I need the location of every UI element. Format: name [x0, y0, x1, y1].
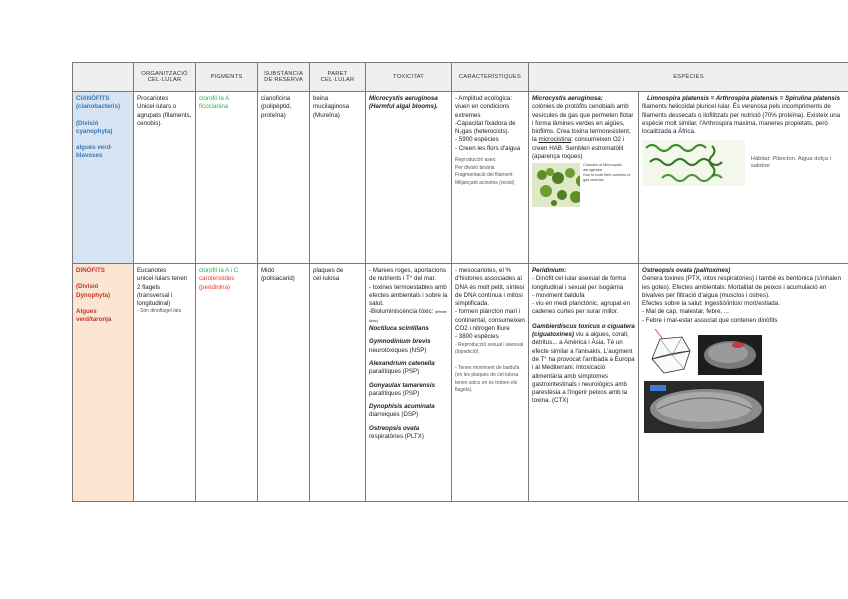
dino-char-text: - mesocariotes, el % d'histones associades al DNA és molt petit, síntesi de DNA contínua i mitosi simplificada. - formen plàncton marí i continental, consumeixen CO2 i nitrogen lliure - 3800 espècies: [455, 267, 525, 341]
cyano-reserva: cianoficina (polipèptid, proteïna): [258, 92, 310, 264]
dino-toxicitat-note: (efecte tòxic): [369, 310, 447, 323]
table-row-cyano: [73, 92, 848, 264]
table-row-dino: [73, 264, 848, 502]
cyano-species-limnospira: [639, 92, 848, 264]
cyano-repro-1: Per divisió binària: [455, 164, 495, 171]
cyano-pigments: clorofil·la A ficocianina: [196, 92, 258, 264]
header-paret: PARET CEL·LULAR: [310, 63, 366, 92]
cyano-toxicitat: Microcystis aeruginosa (Harmful algal blooms).: [366, 92, 452, 264]
toxin-species-desc: paralítiques (PSP): [369, 389, 420, 397]
toxin-species-name: Gymnodinium brevis: [369, 338, 431, 346]
cyano-char-2: - 5900 espècies: [455, 136, 499, 144]
toxin-species-desc: paralítiques (PSP): [369, 368, 420, 376]
peridinium-text: - Dinòfit cel·lular asexual de forma longitudinal i sexual per isogàmia - moviment baldufa - viu en medi planctònic, agrupat en cadenes curtes per surar millor.: [532, 275, 631, 316]
cyano-paret: beina mucilaginosa (Mureïna): [310, 92, 366, 264]
microcystis-caption: Colonies of Microcystis aeruginosa: [583, 163, 622, 173]
header-reserva: SUBSTÀNCIA DE RESERVA: [258, 63, 310, 92]
microcystis-toxin: microcistina: [538, 136, 572, 144]
header-especies: ESPÈCIES: [529, 63, 848, 92]
cyano-repro-0: Reproducció asex:: [455, 157, 497, 164]
cyano-organitzacio: Procariotes Unicel·lulars o agrupats (filaments, cenobis).: [134, 92, 196, 264]
header-row: [73, 63, 848, 92]
cyano-char-3: - Creen les flors d'aigua: [455, 144, 521, 152]
limnospira-habitat: Hàbitat: Plàncton. Aigua dolça i salobre: [750, 155, 832, 170]
toxin-species-desc: respiratòries (PLTX): [369, 433, 424, 441]
toxin-species-name: Noctiluca scintillans: [369, 325, 429, 333]
dino-label-name: DINÒFITS: [76, 267, 105, 274]
dino-species-peridinium: [529, 264, 639, 502]
microcystis-text-a: colònies de protòfits cenobials amb vesícules de gas que permeten flotar i forma làmines verdes en aigües, biofilms. Crea toxina termoresistent, la: [532, 103, 634, 144]
cyano-label-name: CIANÒFITS (cianobacteris): [76, 95, 121, 111]
species-table: [72, 62, 848, 502]
dino-pigments-a: clorofil·la A i C: [199, 267, 239, 274]
dinoflagellate-images: [642, 329, 832, 433]
microcystis-note: Due to boat their colonies of gas vesicles: [583, 173, 631, 183]
cyano-char-0: - Amplitud ecològica: viuen en condicions extremes: [455, 95, 513, 119]
header-organitzacio: ORGANITZACIÓ CEL·LULAR: [134, 63, 196, 92]
toxin-species-desc: neurotòxiques (NSP): [369, 346, 427, 354]
cyano-repro-3: Mitjançant acinetos (resist): [455, 179, 515, 186]
header-pigments: PIGMENTS: [196, 63, 258, 92]
peridinium-title: Peridinium:: [532, 267, 567, 274]
peridinium-drawing: [652, 337, 690, 373]
dino-char-repro: - Reproducció sexual i asexual (bipartició).: [455, 341, 524, 356]
microcystis-title: Microcystis aeruginosa:: [532, 95, 603, 102]
dino-label-common: Algues verd/taronja: [76, 307, 112, 324]
dino-species-ostreopsis: [639, 264, 848, 502]
dino-organitzacio-text: Eucariotes unicel·lulars tenen 2 flagels (transversal i longitudinal): [137, 267, 188, 308]
ostreopsis-title: Ostreopsis ovata (palitoxines): [642, 267, 731, 274]
limnospira-text: filaments helicoïdal pluricel·lular. És verenosa pels incompriments de filaments dessecats o liofilitzats per nutrició (70% proteïna). Existeix una espècie molt similar, l'Arthrospira maxima, maneres propietats, però localitzada a Àfrica.: [642, 103, 841, 136]
cyano-caracteristiques: [452, 92, 529, 264]
dino-pigments-b: carotenoides (peridinina): [199, 275, 235, 291]
gambierdiscus-text: viu a algues, corall, detritus... a Amèrica i Àsia. Té un efecte similar a l'anisakis, L'augment de T° ha provocat l'arribada a Europa i al Mediterrani. Intoxicació alimentària amb símptomes gastrointestinals i neurològics amb parestèsia a l'ingerir peixos amb la toxina. (CTX): [532, 331, 635, 405]
dino-label-cell: [73, 264, 134, 502]
dino-organitzacio-note: - Són dinoflagel·lats: [137, 308, 182, 315]
dino-toxicitat: [366, 264, 452, 502]
dino-organitzacio: [134, 264, 196, 502]
dino-char-baldufa: - Tenen moviment de baldufa (en les plaques de cel·lulosa tenen solcs on es troben els flagels).: [455, 364, 520, 394]
cyano-char-1: -Capacitat fixadora de N₂gas (heterocists).: [455, 119, 516, 136]
dino-caracteristiques: [452, 264, 529, 502]
ostreopsis-text: Genera toxines (PTX, intox respiratòries) i també és bentònica (s'inhalen les gotes). Efectes ambientals: Mortalitat de peixos i acumulació en bivalves per filtració d'aigua (musclos i ostres). Efectes sobre la salut: ingestió/intox/ mort/estiada. - Mal de cap, malestar, febre, ... - Febre i mal-estar associat que contenen dinòfits: [642, 275, 841, 324]
dino-pigments: [196, 264, 258, 502]
toxin-species-name: Ostreopsis ovata: [369, 424, 420, 432]
cyano-repro-2: Fragmentació del filament: [455, 172, 513, 179]
dino-label-division: (Divisió Dynophyta): [76, 283, 111, 299]
gambierdiscus-title: Gambierdiscus toxicus o ciguatera (ciguatoxines): [532, 322, 635, 339]
spirulina-image: [642, 140, 745, 186]
microcystis-text-b: : consumeixen O2 i creen HAB. Semblen estromatòlit (aparença roques): [532, 136, 625, 161]
dino-paret: plaques de cel·lulosa: [310, 264, 366, 502]
cyano-label-division: (Divisió cyanophyta): [76, 119, 113, 135]
toxin-species-desc: diarreiques (DSP): [369, 411, 419, 419]
cyano-label-common: algues verd-blavoses: [76, 144, 113, 160]
header-caracteristiques: CARACTERÍSTIQUES: [452, 63, 529, 92]
header-toxicitat: TOXICITAT: [366, 63, 452, 92]
toxin-species-name: Alexandrium catenella: [369, 359, 435, 367]
cyano-species-microcystis: [529, 92, 639, 264]
toxin-species-name: Gonyaulax tamarensis: [369, 381, 436, 389]
limnospira-title: Limnospira platensis = Arthrospira platensis = Spirulina platensis: [647, 95, 841, 102]
dino-reserva: Midó (polisacarid): [258, 264, 310, 502]
cyano-label-cell: [73, 92, 134, 264]
toxin-species-name: Dynophisis acuminata: [369, 403, 435, 411]
dino-toxicitat-intro: - Marees roges, aportacions de nutrients i T° del mar. - toxines termoestables amb efectes ambientals i sobre la salut. -Bioluminiscència tòxic:: [369, 267, 448, 316]
header-empty: [73, 63, 134, 92]
microcystis-colony-image: [532, 163, 580, 207]
